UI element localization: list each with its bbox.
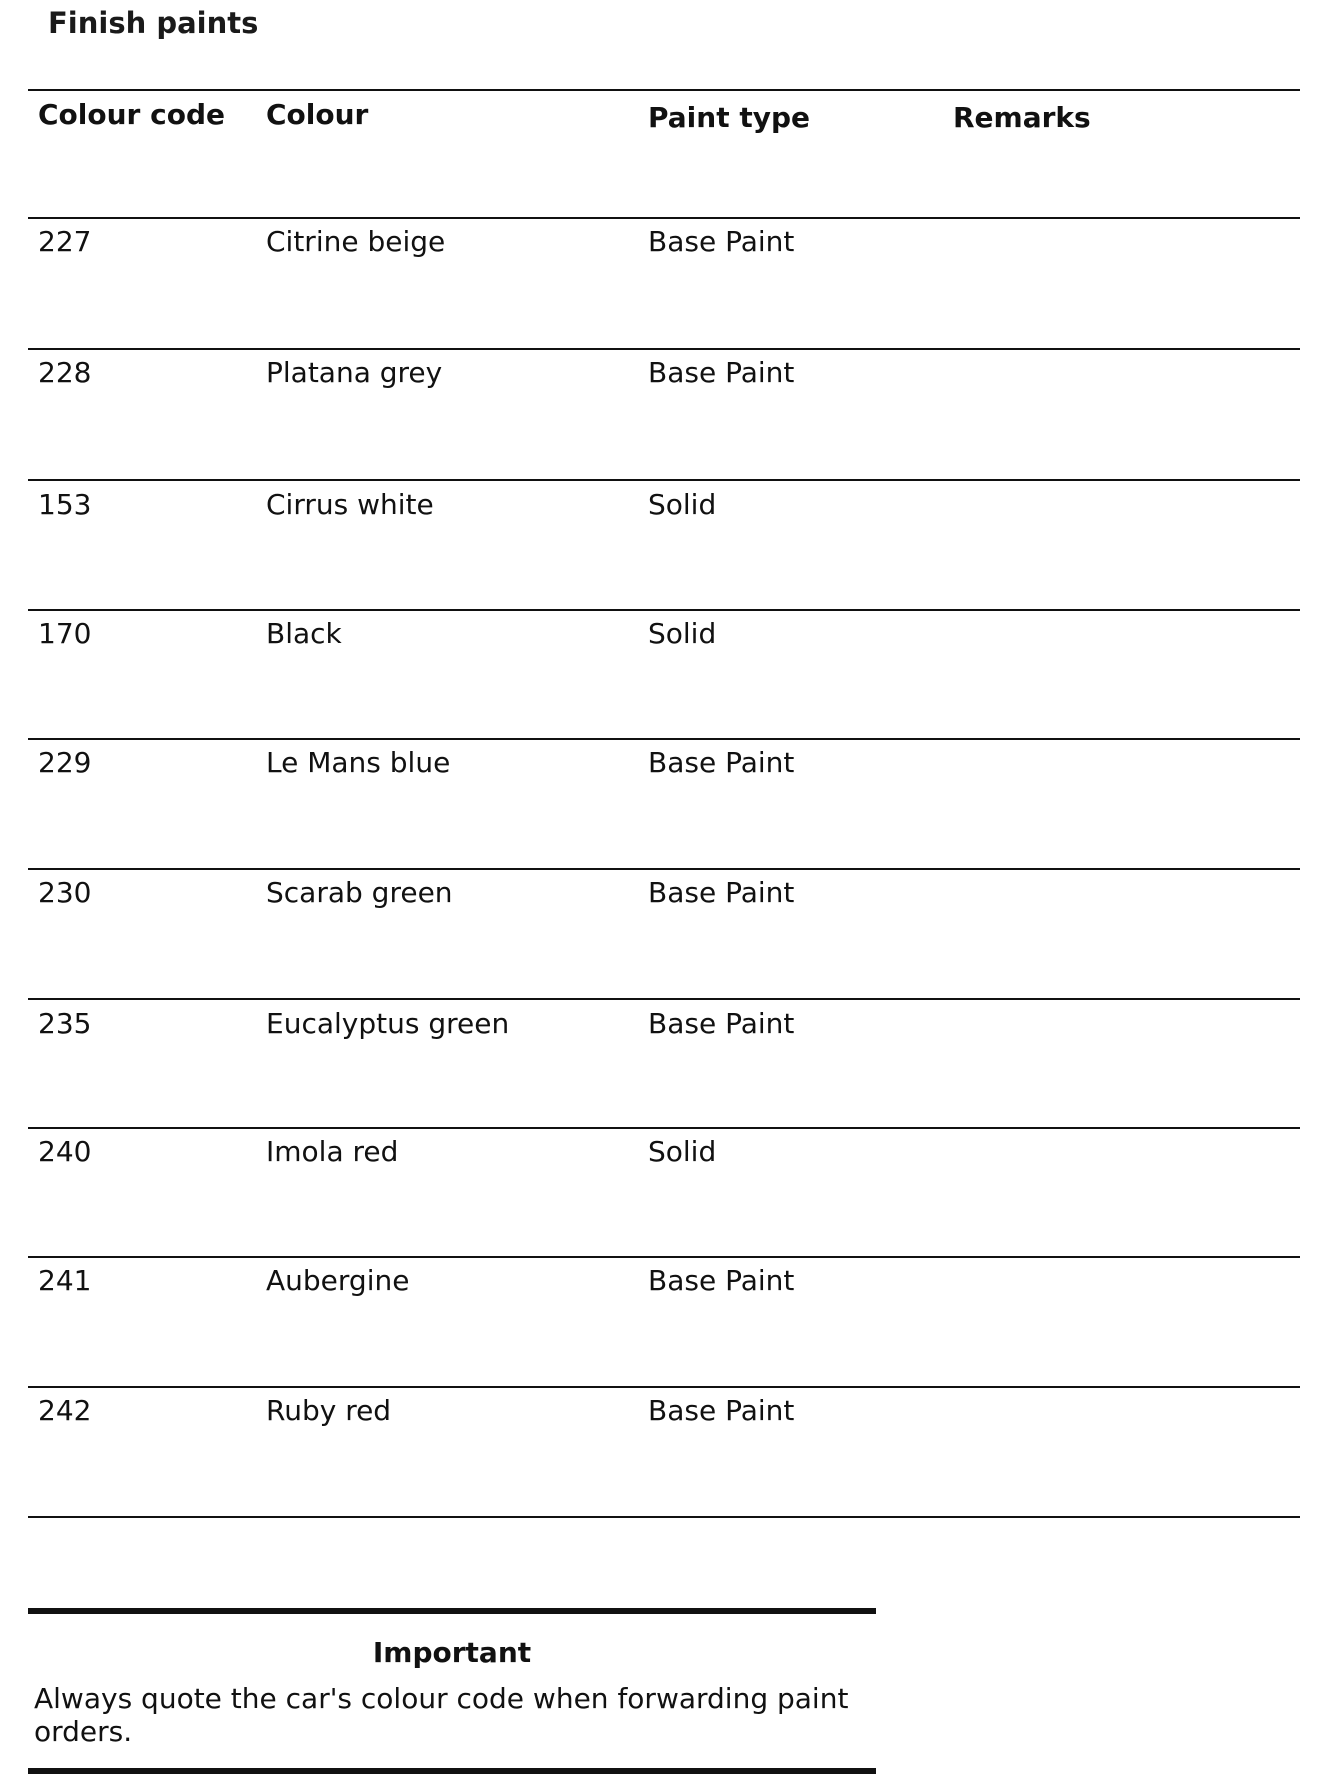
row-divider <box>28 738 1300 740</box>
header-colour: Colour <box>266 98 369 131</box>
cell-paint-type: Base Paint <box>648 225 795 258</box>
table-row <box>28 1394 1300 1434</box>
cell-colour: Platana grey <box>266 356 443 389</box>
cell-colour-code: 227 <box>38 225 92 258</box>
cell-colour: Ruby red <box>266 1394 392 1427</box>
cell-paint-type: Base Paint <box>648 746 795 779</box>
cell-paint-type: Base Paint <box>648 1007 795 1040</box>
row-divider <box>28 1127 1300 1129</box>
row-divider <box>28 998 1300 1000</box>
cell-paint-type: Base Paint <box>648 1394 795 1427</box>
row-divider <box>28 609 1300 611</box>
table-row <box>28 1135 1300 1175</box>
notice-top-rule <box>28 1608 876 1614</box>
row-divider <box>28 479 1300 481</box>
cell-paint-type: Base Paint <box>648 356 795 389</box>
row-divider <box>28 1256 1300 1258</box>
cell-colour-code: 242 <box>38 1394 92 1427</box>
cell-colour: Imola red <box>266 1135 399 1168</box>
cell-paint-type: Solid <box>648 617 717 650</box>
table-row <box>28 1264 1300 1304</box>
header-colour-code: Colour code <box>38 98 225 131</box>
page-title: Finish paints <box>48 6 259 40</box>
row-divider <box>28 348 1300 350</box>
cell-paint-type: Solid <box>648 1135 717 1168</box>
cell-colour: Scarab green <box>266 876 453 909</box>
cell-colour: Aubergine <box>266 1264 410 1297</box>
table-row <box>28 617 1300 657</box>
cell-colour: Le Mans blue <box>266 746 451 779</box>
notice-bottom-rule <box>28 1768 876 1774</box>
cell-colour: Citrine beige <box>266 225 446 258</box>
cell-colour-code: 228 <box>38 356 92 389</box>
cell-colour-code: 153 <box>38 488 92 521</box>
cell-colour: Eucalyptus green <box>266 1007 510 1040</box>
cell-colour-code: 240 <box>38 1135 92 1168</box>
notice-text: Always quote the car's colour code when forwarding paint orders. <box>34 1682 849 1748</box>
cell-paint-type: Base Paint <box>648 1264 795 1297</box>
table-row <box>28 488 1300 528</box>
cell-colour-code: 170 <box>38 617 92 650</box>
row-divider <box>28 1386 1300 1388</box>
notice-heading: Important <box>372 1636 532 1669</box>
cell-colour-code: 230 <box>38 876 92 909</box>
table-row <box>28 356 1300 396</box>
header-paint-type: Paint type <box>648 101 810 134</box>
row-divider <box>28 217 1300 219</box>
table-row <box>28 1007 1300 1047</box>
cell-colour: Cirrus white <box>266 488 434 521</box>
cell-colour: Black <box>266 617 342 650</box>
header-remarks: Remarks <box>953 101 1091 134</box>
table-row <box>28 225 1300 265</box>
cell-paint-type: Base Paint <box>648 876 795 909</box>
cell-colour-code: 229 <box>38 746 92 779</box>
cell-colour-code: 241 <box>38 1264 92 1297</box>
table-top-rule <box>28 89 1300 91</box>
table-bottom-rule <box>28 1516 1300 1518</box>
table-row <box>28 746 1300 786</box>
table-row <box>28 876 1300 916</box>
cell-colour-code: 235 <box>38 1007 92 1040</box>
table-header-row <box>28 98 1300 138</box>
row-divider <box>28 868 1300 870</box>
cell-paint-type: Solid <box>648 488 717 521</box>
